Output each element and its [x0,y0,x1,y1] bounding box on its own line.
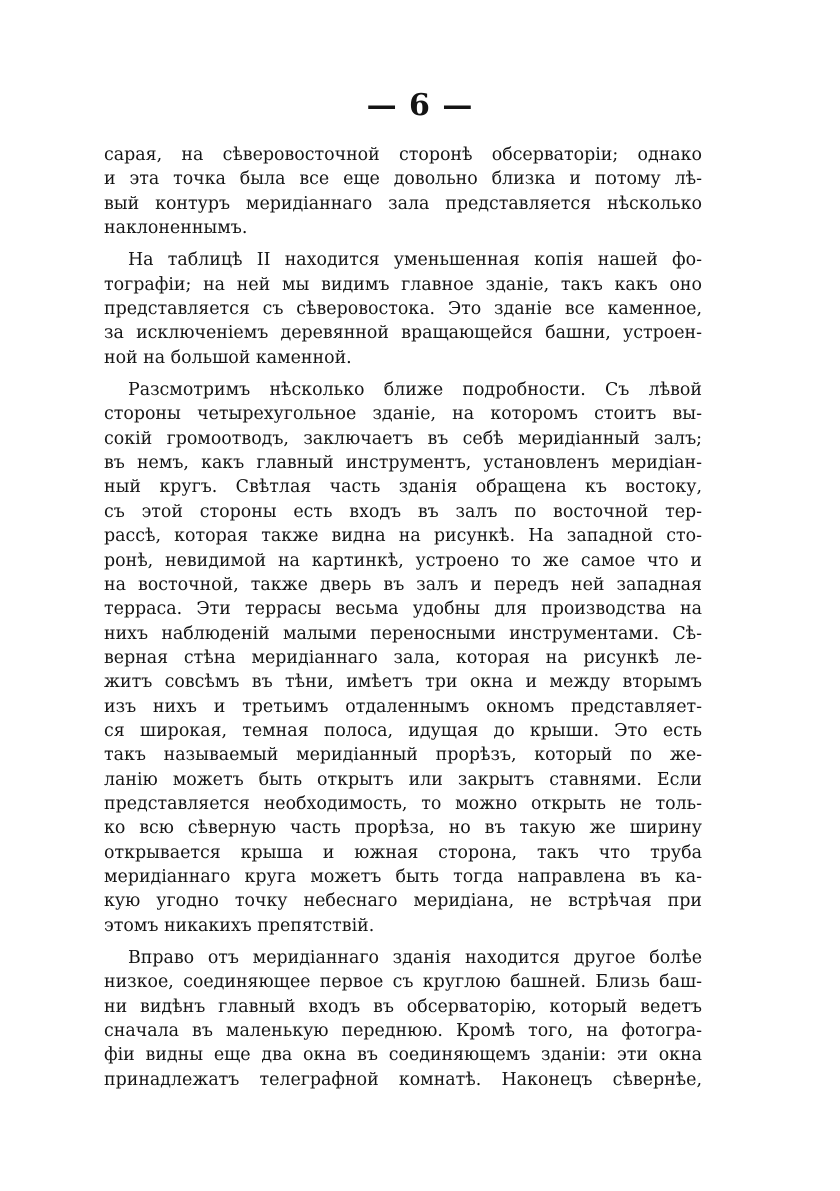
text-line: сокій громоотводъ, заключаетъ въ себѣ меридіанный залъ; [104,428,702,449]
text-line: на восточной, также дверь въ залъ и передъ ней западная [104,574,702,595]
text-line: рассѣ, которая также видна на рисункѣ. На западной сто- [104,526,702,547]
text-line: вый контуръ меридіаннаго зала представляется нѣсколько [104,193,702,214]
body-text [104,143,702,1092]
text-line: фіи видны еще два окна въ соединяющемъ зданіи: эти окна [104,1045,702,1066]
text-line: представляется съ сѣверовостока. Это зданіе все каменное, [104,299,702,320]
text-line: ланію можетъ быть открытъ или закрытъ ставнями. Если [104,769,702,790]
text-line: нихъ наблюденій малыми переносными инструментами. Сѣ- [104,623,702,644]
text-line: ко всю сѣверную часть прорѣза, но въ такую же ширину [104,818,702,839]
text-line: представляется необходимость, то можно открыть не толь- [104,793,702,814]
text-line: стороны четырехугольное зданіе, на которомъ стоитъ вы- [104,404,702,425]
text-line: открывается крыша и южная сторона, такъ что труба [104,842,702,863]
paragraph [104,378,702,938]
text-line: житъ совсѣмъ въ тѣни, имѣетъ три окна и между вторымъ [104,672,702,693]
text-line: Вправо отъ меридіаннаго зданія находится другое болѣе [128,948,702,968]
text-line: кую угодно точку небеснаго меридіана, не встрѣчая при [104,891,702,912]
text-line: сначала въ маленькую переднюю. Кромѣ того, на фотогра- [104,1021,702,1042]
text-line: и эта точка была все еще довольно близка и потому лѣ- [104,169,702,190]
paragraph [104,248,702,370]
paragraph [104,946,702,1092]
text-line: ся широкая, темная полоса, идущая до крыши. Это есть [104,720,702,741]
text-line: тографіи; на ней мы видимъ главное зданіе, такъ какъ оно [104,274,702,295]
text-line: низкое, соединяющее первое съ круглою башней. Близь баш- [104,972,702,993]
text-line: въ немъ, какъ главный инструментъ, установленъ меридіан- [104,453,702,474]
text-line: сарая, на сѣверовосточной сторонѣ обсерваторіи; однако [104,145,702,165]
page-number: — 6 — [366,88,474,123]
text-line: наклоненнымъ. [104,218,248,239]
text-line: Разсмотримъ нѣсколько ближе подробности. Съ лѣвой [128,380,702,401]
text-line: На таблицѣ II находится уменьшенная копія нашей фо- [128,250,702,271]
text-line: верная стѣна меридіаннаго зала, которая на рисункѣ ле- [104,647,702,668]
text-line: съ этой стороны есть входъ въ залъ по восточной тер- [104,501,702,522]
text-line: за исключеніемъ деревянной вращающейся башни, устроен- [104,323,702,344]
text-line: этомъ никакихъ препятствій. [104,915,375,936]
text-line: ни видѣнъ главный входъ въ обсерваторію, который ведетъ [104,996,702,1017]
text-line: меридіаннаго круга можетъ быть тогда направлена въ ка- [104,866,702,887]
paragraph [104,143,702,240]
text-line: терраса. Эти террасы весьма удобны для производства на [104,599,702,620]
text-line: ной на большой каменной. [104,347,352,368]
text-line: ный кругъ. Свѣтлая часть зданія обращена къ востоку, [104,477,702,498]
text-line: ронѣ, невидимой на картинкѣ, устроено то же самое что и [104,550,702,571]
text-line: принадлежатъ телеграфной комнатѣ. Наконецъ сѣвернѣе, [104,1069,702,1090]
text-line: изъ нихъ и третьимъ отдаленнымъ окномъ представляет- [104,696,702,717]
text-line: такъ называемый меридіанный прорѣзъ, который по же- [104,745,702,766]
